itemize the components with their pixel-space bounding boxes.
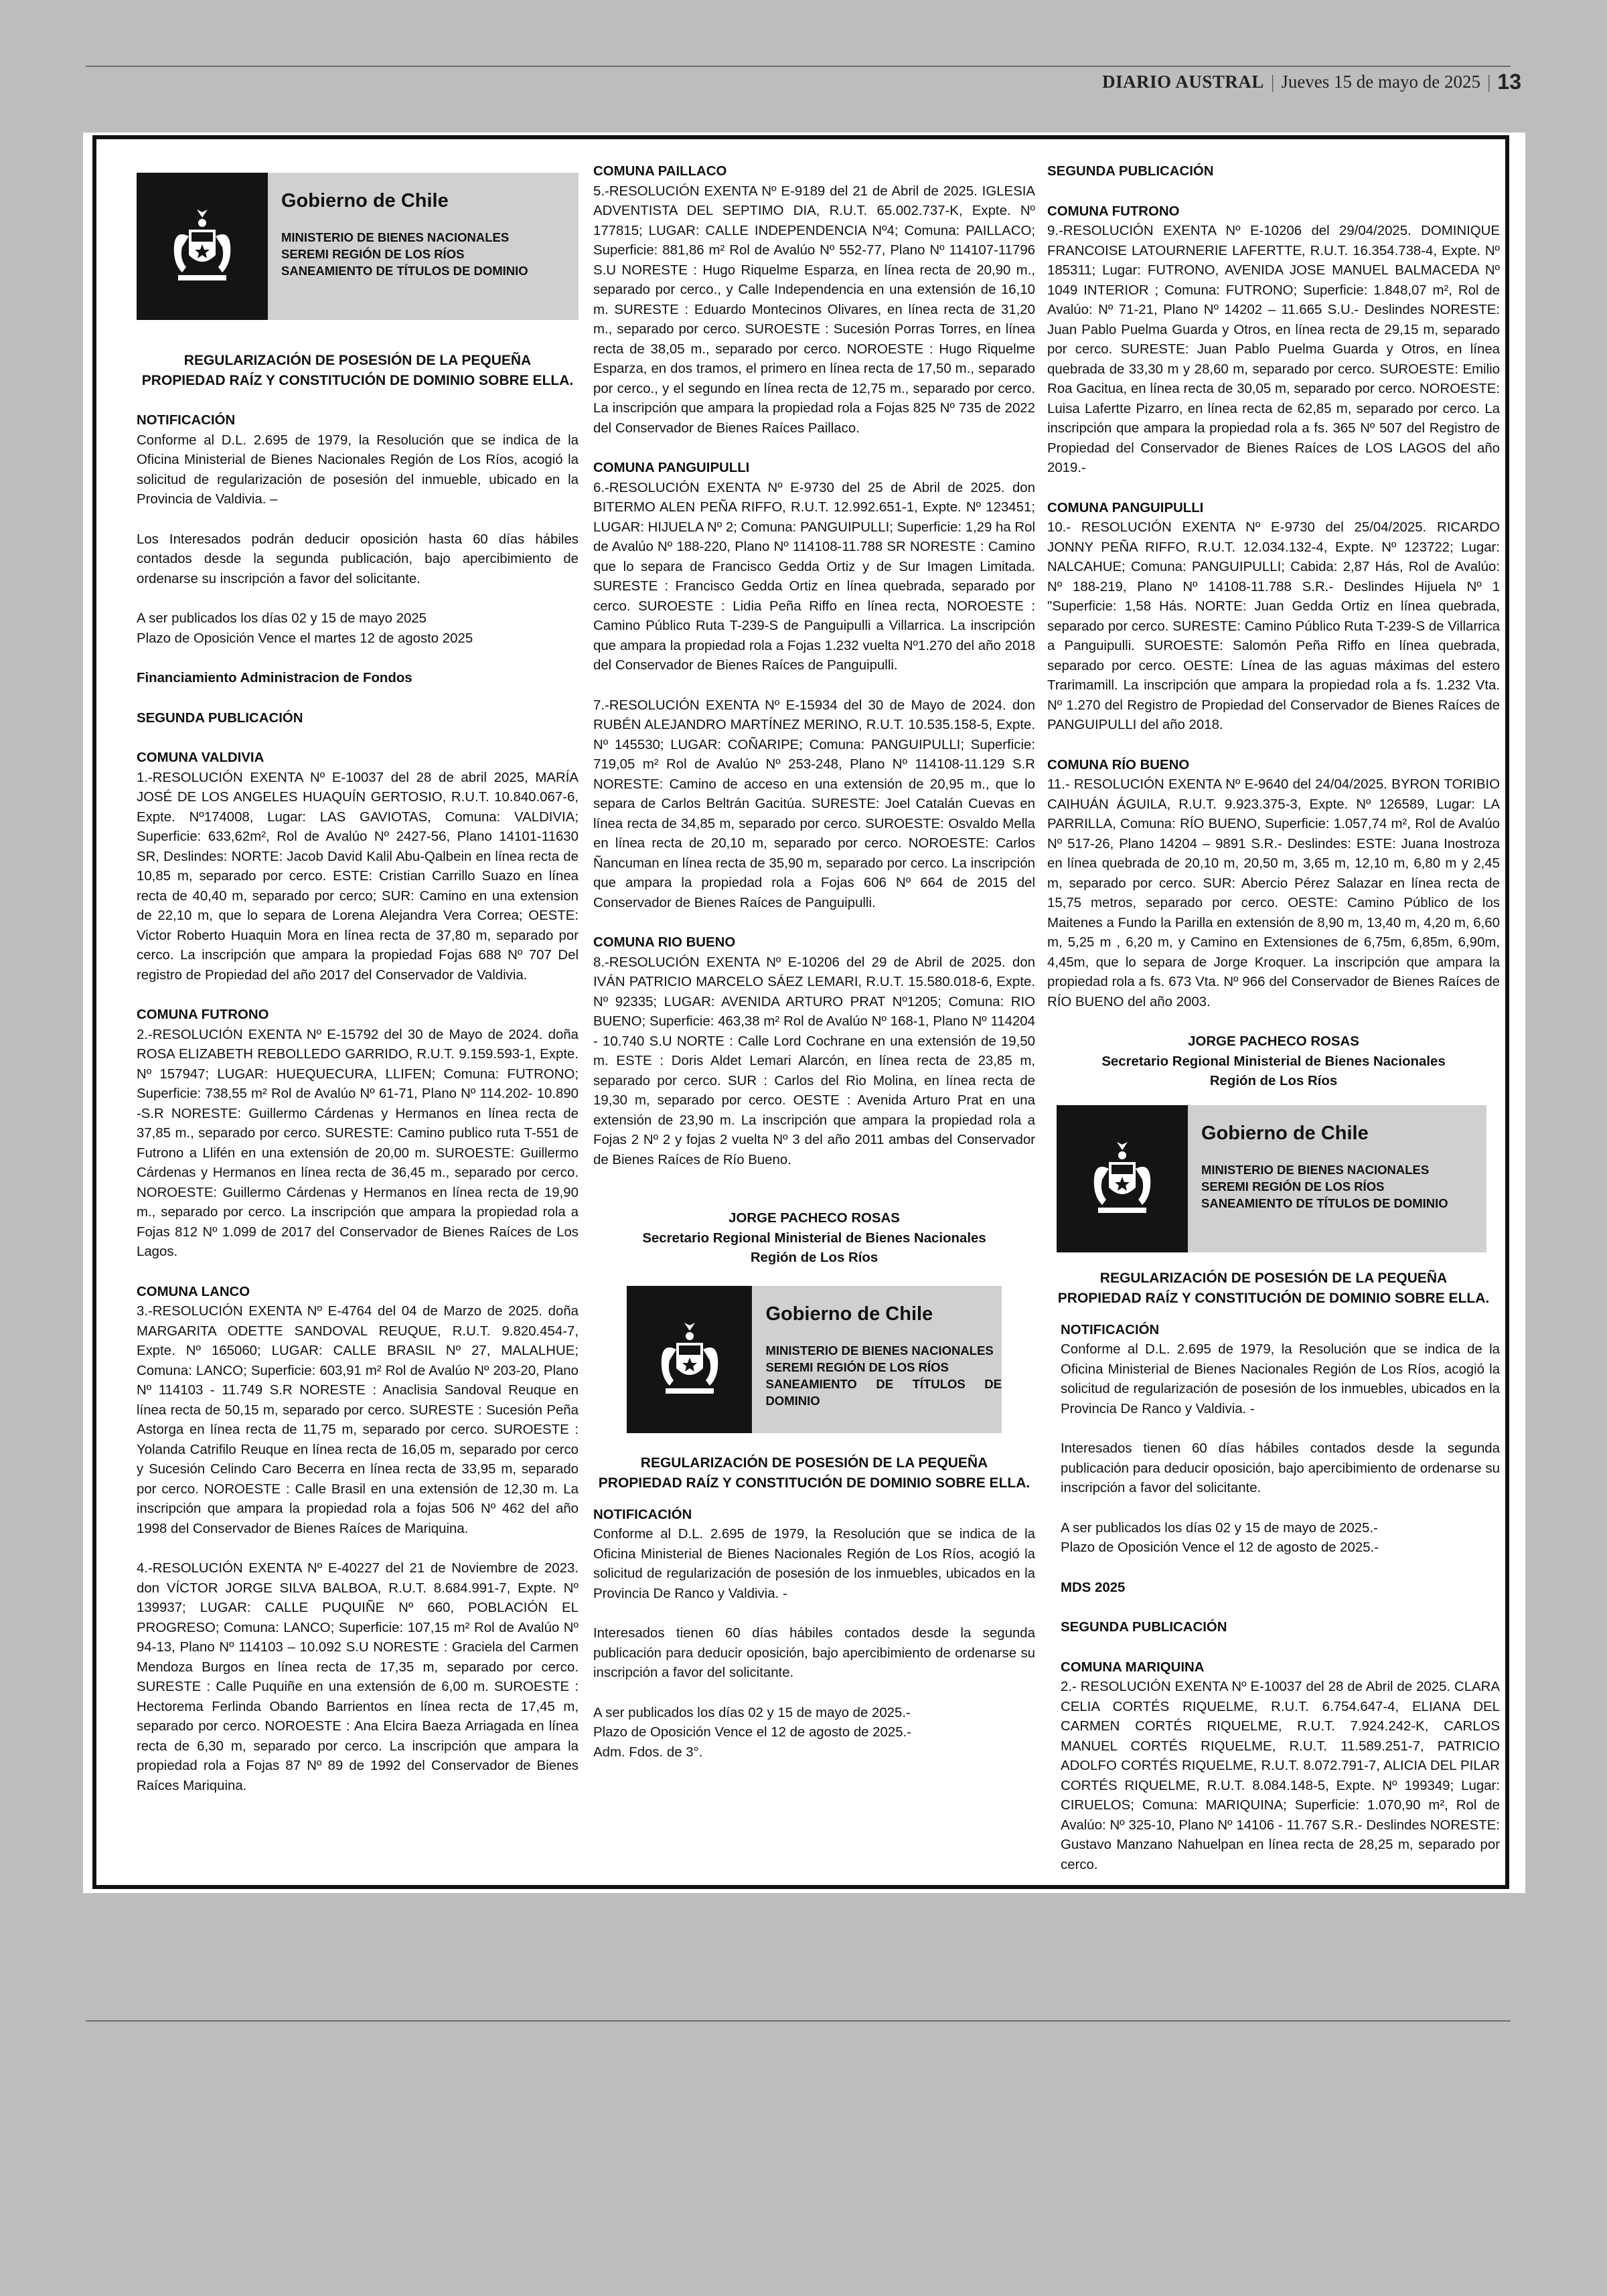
resolution-entry: 1.-RESOLUCIÓN EXENTA Nº E-10037 del 28 de abril 2025, MARÍA JOSÉ DE LOS ANGELES HUAQUÍN GERTOSIO, R.U.T. 10.840.067-6, Expte. Nº174008, Lugar: LAS GAVIOTAS, Comuna: VALDIVIA; Superficie: 633,62m², Rol de Avalúo Nº 2427-56, Plano 14101-11630 SR, Deslindes: NORTE: Jacob David Kalil Abu-Qalbein en línea recta de 10,85 m, separado por cerco. ESTE: Cristian Carrillo Suazo en línea recta de 40,40 m, separado por cerco; SUR: Camino en una extension de 22,10 m, que lo separa de Lorena Alejandra Vera Correa; OESTE: Victor Roberto Huaquin Mora en línea recta de 37,80 m, separado por cerco. La inscripción que ampara la propiedad Fojas 688 Nº 707 Del registro de Propiedad del año 2017 del Conservador de Valdivia. bbox=[137, 770, 579, 983]
column-2 bbox=[593, 162, 1035, 1762]
seremi-line: SEREMI REGIÓN DE LOS RÍOS bbox=[281, 247, 465, 261]
ministry-line: MINISTERIO DE BIENES NACIONALES bbox=[765, 1343, 994, 1358]
ministry-line: MINISTERIO DE BIENES NACIONALES bbox=[281, 230, 510, 244]
signatory-role: Secretario Regional Ministerial de Bienes Nacionales bbox=[642, 1230, 986, 1246]
signatory-region: Región de Los Ríos bbox=[750, 1250, 878, 1265]
signatory-role: Secretario Regional Ministerial de Bienes Nacionales bbox=[1101, 1054, 1446, 1069]
chile-coat-of-arms-icon bbox=[1057, 1105, 1188, 1252]
opposition-deadline: Plazo de Oposición Vence el 12 de agosto de 2025.- bbox=[1061, 1540, 1379, 1555]
issue-date: Jueves 15 de mayo de 2025 bbox=[1281, 72, 1480, 92]
notificacion-text: Conforme al D.L. 2.695 de 1979, la Resolución que se indica de la Oficina Ministerial de Bienes Nacionales Región de Los Ríos, acogió la solicitud de regularización de posesión del inmueble, ubicado en la Provincia de Valdivia. – bbox=[137, 432, 579, 507]
resolution-entry: 10.- RESOLUCIÓN EXENTA Nº E-9730 del 25/04/2025. RICARDO JONNY PEÑA RIFFO, R.U.T. 12.034.132-4, Expte. Nº 123722; Lugar: NALCAHUE; Comuna: PANGUIPULLI; Cabida: 2,87 Hás, Rol de Avalúo: Nº 188-219, Plano Nº 14108-11.788 S.R.- Deslindes Hijuela Nº 1 "Superficie: 1,58 Hás. NORTE: Juan Gedda Ortiz en línea quebrada, separado por cerco. SURESTE: Camino Público Ruta T-239-S de Villarrica a Panguipulli. SUROESTE: Salomón Peña Riffo en línea quebrada, separado por cerco. OESTE: Línea de las aguas máximas del estero Trarimamill. La inscripción que ampara la propiedad rola a fs. 1.232 Vta. Nº 1.270 del Registro de Propiedad del Conservador de Bienes Raíces de PANGUIPULLI del año 2018. bbox=[1047, 520, 1500, 732]
resolution-entry: 3.-RESOLUCIÓN EXENTA Nº E-4764 del 04 de Marzo de 2025. doña MARGARITA ODETTE SANDOVAL REUQUE, R.U.T. 9.820.454-7, Expte. Nº 165060; LUGAR: CALLE BRASIL Nº 27, MALALHUE; Comuna: LANCO; Superficie: 603,91 m² Rol de Avalúo Nº 203-20, Plano Nº 114103 - 11.749 S.R NORESTE : Anaclisia Sandoval Reuque en línea recta de 50,15 m, separado por cerco. SURESTE : Sucesión Peña Astorga en línea recta de 11,75 m, separado por cerco. SUROESTE : Yolanda Catrifilo Reuque en línea recta de 16,05 m, separado por cerco y Sucesión Celindo Caro Becerra en línea recta de 33,95 m, separado por cerco. NOROESTE : Calle Brasil en una extensión de 12,30 m. La inscripción que ampara la propiedad rola a fojas 506 Nº 462 del año 1998 del Conservador de Bienes Raíces de Mariquina. bbox=[137, 1304, 579, 1536]
opposition-deadline: Plazo de Oposición Vence el 12 de agosto de 2025.- bbox=[593, 1725, 911, 1740]
comuna-heading: COMUNA PAILLACO bbox=[593, 164, 727, 179]
publication-dates: A ser publicados los días 02 y 15 de mayo de 2025.- bbox=[1061, 1520, 1378, 1536]
mds-heading: MDS 2025 bbox=[1061, 1580, 1126, 1595]
resolution-entry: 5.-RESOLUCIÓN EXENTA Nº E-9189 del 21 de Abril de 2025. IGLESIA ADVENTISTA DEL SEPTIMO DIA, R.U.T. 65.002.737-K, Expte. Nº 177815; LUGAR: CALLE INDEPENDENCIA Nº4; Comuna: PAILLACO; Superficie: 881,86 m² Rol de Avalúo Nº 552-77, Plano Nº 114107-11796 S.U NORESTE : Hugo Riquelme Esparza, en línea recta de 20,90 m., separado por cerco., y Calle Independencia en una extensión de 16,10 m. SURESTE : Eduardo Montecinos Olivares, en línea recta de 31,20 m., separado por cerco. SUROESTE : Sucesión Porras Torres, en línea recta de 38,05 m., separado por cerco. NOROESTE : Hugo Riquelme Esparza, en dos tramos, el primero en línea recta de 17,50 m., separado por cerco., y el segundo en línea recta de 12,75 m., separado por cerco. La inscripción que ampara la propiedad rola a Fojas 825 Nº 735 de 2022 del Conservador de Bienes Raíces Paillaco. bbox=[593, 183, 1035, 436]
comuna-heading: COMUNA PANGUIPULLI bbox=[1047, 500, 1204, 515]
seremi-line: SEREMI REGIÓN DE LOS RÍOS bbox=[765, 1360, 949, 1374]
notice-title-line-1: REGULARIZACIÓN DE POSESIÓN DE LA PEQUEÑA bbox=[183, 353, 532, 368]
segunda-publicacion-heading: SEGUNDA PUBLICACIÓN bbox=[137, 710, 303, 726]
adm-note: Adm. Fdos. de 3°. bbox=[593, 1744, 703, 1760]
saneamiento-line: SANEAMIENTO DE TÍTULOS DE DOMINIO bbox=[1201, 1196, 1448, 1210]
page-folio bbox=[1102, 70, 1521, 94]
newspaper-name: DIARIO AUSTRAL bbox=[1102, 72, 1264, 92]
resolution-entry: 7.-RESOLUCIÓN EXENTA Nº E-15934 del 30 de Mayo de 2024. don RUBÉN ALEJANDRO MARTÍNEZ MERINO, R.U.T. 10.535.158-5, Expte. Nº 145530; LUGAR: COÑARIPE; Comuna: PANGUIPULLI; Superficie: 719,05 m² Rol de Avalúo Nº 253-248, Plano Nº 114108-11.129 S.R NORESTE: Camino de acceso en una extensión de 20,95 m., que lo separa de Carlos Beltrán Gacitúa. SURESTE: Joel Catalán Cuevas en línea recta de 34,85 m, separado por cerco. SUROESTE: Osvaldo Mella en línea recta de 20,10 m, separado por cerco. NOROESTE: Carlos Ñancuman en línea recta de 35,90 m, separado por cerco. La inscripción que ampara la propiedad rola a Fojas 606 Nº 664 de 2015 del Conservador de Bienes Raíces de Panguipulli. bbox=[593, 698, 1035, 910]
saneamiento-line: SANEAMIENTO DE TÍTULOS DE DOMINIO bbox=[281, 264, 528, 278]
folio-separator: | bbox=[1487, 72, 1491, 92]
notice-title-line-2: PROPIEDAD RAÍZ Y CONSTITUCIÓN DE DOMINIO SOBRE ELLA. bbox=[598, 1475, 1030, 1491]
notice-body bbox=[1047, 1321, 1500, 1876]
comuna-heading: COMUNA LANCO bbox=[137, 1284, 250, 1299]
chile-coat-of-arms-icon bbox=[137, 173, 268, 320]
comuna-heading: COMUNA FUTRONO bbox=[1047, 203, 1180, 219]
gobierno-title: Gobierno de Chile bbox=[765, 1303, 933, 1325]
folio-separator: | bbox=[1270, 72, 1275, 92]
interesados-text: Interesados tienen 60 días hábiles contados desde la segunda publicación para deducir oposición, bajo apercibimiento de ordenarse su inscripción a favor del solicitante. bbox=[1061, 1441, 1500, 1495]
gobierno-banner bbox=[1057, 1105, 1486, 1252]
gobierno-title: Gobierno de Chile bbox=[281, 190, 449, 212]
comuna-heading: COMUNA FUTRONO bbox=[137, 1007, 269, 1022]
chile-coat-of-arms-icon bbox=[627, 1286, 752, 1433]
comuna-heading: COMUNA MARIQUINA bbox=[1061, 1659, 1205, 1675]
top-rule bbox=[86, 66, 1511, 67]
notificacion-text: Conforme al D.L. 2.695 de 1979, la Resolución que se indica de la Oficina Ministerial de Bienes Nacionales Región de Los Ríos, acogió la solicitud de regularización de posesión de los inmuebles, ubicados en la Provincia De Ranco y Valdivia. - bbox=[1061, 1342, 1500, 1416]
resolution-entry: 8.-RESOLUCIÓN EXENTA Nº E-10206 del 29 de Abril de 2025. don IVÁN PATRICIO MARCELO SÁEZ LEMARI, R.U.T. 15.580.018-6, Expte. Nº 92335; LUGAR: AVENIDA ARTURO PRAT Nº1205; Comuna: RIO BUENO; Superficie: 463,38 m² Rol de Avalúo Nº 168-1, Plano Nº 114204 - 10.740 S.U NORTE : Calle Lord Cochrane en una extensión de 19,50 m. ESTE : Doris Aldet Lemari Alarcón, en línea recta de 23,85 m, separado por cerco. SUR : Carlos del Rio Molina, en línea recta de 19,30 m, separado por cerco. OESTE : Avenida Arturo Prat en una extensión de 23,90 m. La inscripción que ampara la propiedad rola a Fojas 2 Nº 2 y fojas 2 vuelta Nº 3 del año 2011 ambas del Conservador de Bienes Raíces de Río Bueno. bbox=[593, 955, 1035, 1167]
financing-note: Financiamiento Administracion de Fondos bbox=[137, 671, 412, 685]
resolution-entry: 2.- RESOLUCIÓN EXENTA Nº E-10037 del 28 de Abril de 2025. CLARA CELIA CORTÉS RIQUELME, R.U.T. 6.754.647-4, ELIANA DEL CARMEN CORTÉS RIQUELME, R.U.T. 7.924.242-K, CARLOS MANUEL CORTÉS RIQUELME, R.U.T. 11.589.251-7, PATRICIO ADOLFO CORTÉS RIQUELME, R.U.T. 8.072.791-7, ALICIA DEL PILAR CORTÉS RIQUELME, R.U.T. 8.084.148-5, Expte. Nº 199349; Lugar: CIRUELOS; Comuna: MARIQUINA; Superficie: 1.070,90 m², Rol de Avalúo: Nº 325-10, Plano Nº 14106 - 11.767 S.R.- Deslindes NORESTE: Gustavo Manzano Nahuelpan en línea recta de 28,25 m, separado por cerco. bbox=[1061, 1679, 1500, 1872]
notice-title-line-2: PROPIEDAD RAÍZ Y CONSTITUCIÓN DE DOMINIO SOBRE ELLA. bbox=[141, 373, 574, 388]
notice-title-line-1: REGULARIZACIÓN DE POSESIÓN DE LA PEQUEÑA bbox=[640, 1455, 988, 1471]
segunda-publicacion-heading: SEGUNDA PUBLICACIÓN bbox=[1047, 164, 1214, 179]
opposition-deadline: Plazo de Oposición Vence el martes 12 de agosto 2025 bbox=[137, 631, 473, 646]
gobierno-title: Gobierno de Chile bbox=[1201, 1122, 1369, 1144]
ministry-line: MINISTERIO DE BIENES NACIONALES bbox=[1201, 1162, 1430, 1177]
saneamiento-line: SANEAMIENTO DE TÍTULOS DE DOMINIO bbox=[765, 1376, 1002, 1408]
resolution-entry: 6.-RESOLUCIÓN EXENTA Nº E-9730 del 25 de Abril de 2025. don BITERMO ALEN PEÑA RIFFO, R.U.T. 12.992.651-1, Expte. Nº 123451; LUGAR: HIJUELA Nº 2; Comuna: PANGUIPULLI; Superficie: 1,29 ha Rol de Avalúo Nº 188-220, Plano Nº 114108-11.788 SR NORESTE : Camino que lo separa de Francisco Gedda Ortiz y de Sur Imagen Limitada. SURESTE : Francisco Gedda Ortiz en línea quebrada, separado por cerco. SUROESTE : Lidia Peña Riffo en línea recta, NOROESTE : Camino Público Ruta T-239-S de Panguipulli a Villarrica. La inscripción que ampara la propiedad rola a Fojas 1.232 vuelta Nº1.270 del año 2018 del Conservador de Bienes Raíces de Panguipulli. bbox=[593, 480, 1035, 673]
bottom-rule bbox=[86, 2020, 1511, 2022]
gobierno-banner bbox=[137, 173, 579, 320]
notice-sheet bbox=[83, 133, 1525, 1893]
column-1 bbox=[137, 162, 579, 1796]
resolution-entry: 2.-RESOLUCIÓN EXENTA Nº E-15792 del 30 de Mayo de 2024. doña ROSA ELIZABETH REBOLLEDO GARRIDO, R.U.T. 9.159.593-1, Expte. Nº 157947; LUGAR: HUEQUECURA, LLIFEN; Comuna: FUTRONO; Superficie: 738,55 m² Rol de Avalúo Nº 61-71, Plano Nº 114.202- 10.890 -S.R NORESTE: Guillermo Cárdenas y Hermanos en línea recta de 37,85 m., separado por cerco. SURESTE: Camino publico ruta T-551 de Futrono a Llifén en una extensión de 20,00 m. SUROESTE: Guillermo Cárdenas y Hermanos en línea recta de 36,45 m., separado por cerco. NOROESTE: Guillermo Cárdenas y Hermanos en línea recta de 19,90 m., separado por cerco. La inscripción que ampara la propiedad rola a Fojas 812 Nº 1.099 de 2017 del Conservador de Bienes Raíces de Los Lagos. bbox=[137, 1027, 579, 1259]
interesados-text: Interesados tienen 60 días hábiles contados desde la segunda publicación para deducir oposición, bajo apercibimiento de ordenarse su inscripción a favor del solicitante. bbox=[593, 1626, 1035, 1680]
signatory-name: JORGE PACHECO ROSAS bbox=[1188, 1034, 1359, 1049]
publication-dates: A ser publicados los días 02 y 15 de mayo 2025 bbox=[137, 611, 427, 626]
comuna-heading: COMUNA VALDIVIA bbox=[137, 750, 264, 765]
column-3 bbox=[1047, 162, 1500, 1875]
notice-title-line-1: REGULARIZACIÓN DE POSESIÓN DE LA PEQUEÑA bbox=[1099, 1270, 1448, 1286]
notice-title-line-2: PROPIEDAD RAÍZ Y CONSTITUCIÓN DE DOMINIO SOBRE ELLA. bbox=[1057, 1290, 1490, 1306]
page-number: 13 bbox=[1497, 70, 1521, 94]
resolution-entry: 4.-RESOLUCIÓN EXENTA Nº E-40227 del 21 de Noviembre de 2023. don VÍCTOR JORGE SILVA BALBOA, R.U.T. 8.684.991-7, Expte. Nº 139937; LUGAR: CALLE PUQUIÑE Nº 660, POBLACIÓN EL PROGRESO; Comuna: LANCO; Superficie: 107,15 m² Rol de Avalúo Nº 94-13, Plano Nº 114103 – 10.092 S.U NORESTE : Graciela del Carmen Mendoza Burgos en línea recta de 17,35 m, separado por cerco. SURESTE : Calle Puquiñe en una extensión de 6,00 m. SUROESTE : Hectorema Ferlinda Obando Barrientos en línea recta de 17,45 m, separado por cerco. NOROESTE : Ana Elcira Baeza Arriagada en línea recta de 6,30 m, separado por cerco. La inscripción que ampara la propiedad rola a Fojas 87 Nº 89 de 1992 del Conservador de Bienes Raíces Mariquina. bbox=[137, 1561, 579, 1793]
signatory-name: JORGE PACHECO ROSAS bbox=[729, 1211, 900, 1226]
notificacion-heading: NOTIFICACIÓN bbox=[137, 413, 236, 428]
notificacion-heading: NOTIFICACIÓN bbox=[593, 1507, 692, 1522]
comuna-heading: COMUNA RIO BUENO bbox=[593, 935, 736, 950]
publication-dates: A ser publicados los días 02 y 15 de mayo de 2025.- bbox=[593, 1705, 911, 1720]
signatory-region: Región de Los Ríos bbox=[1209, 1074, 1338, 1088]
resolution-entry: 11.- RESOLUCIÓN EXENTA Nº E-9640 del 24/04/2025. BYRON TORIBIO CAIHUÁN ÁGUILA, R.U.T. 9.923.375-3, Expte. Nº 126589, Lugar: LA PARRILLA, Comuna: RÍO BUENO, Superficie: 1.057,74 m², Rol de Avalúo Nº 517-26, Plano 14204 – 9891 S.R.- Deslindes: ESTE: Juana Inostroza en línea quebrada de 20,10 m, 20,50 m, 3,65 m, 12,10 m, 6,80 m y 2,45 m, separado por cerco. SUR: Abercio Pérez Salazar en línea recta de 15,75 metros, separado por cerco. OESTE: Camino Público de los Maitenes a Fundo la Parilla en extensión de 8,90 m, 13,40 m, 4,20 m, 6,60 m, 5,25 m , 6,20 m, y Camino en Extensiones de 6,75m, 6,85m, 6,90m, 4,45m, que lo separa de Jorge Kroquer. La inscripción que ampara la propiedad rola a fs. 673 Vta. Nº 966 del Conservador de Bienes Raíces de RÍO BUENO del año 2003. bbox=[1047, 777, 1500, 1009]
comuna-heading: COMUNA PANGUIPULLI bbox=[593, 461, 750, 475]
interesados-text: Los Interesados podrán deducir oposición hasta 60 días hábiles contados desde la segunda publicación, bajo apercibimiento de ordenarse su inscripción a favor del solicitante. bbox=[137, 531, 579, 586]
notificacion-text: Conforme al D.L. 2.695 de 1979, la Resolución que se indica de la Oficina Ministerial de Bienes Nacionales Región de Los Ríos, acogió la solicitud de regularización de posesión de los inmuebles, ubicados en la Provincia De Ranco y Valdivia. - bbox=[593, 1527, 1035, 1601]
seremi-line: SEREMI REGIÓN DE LOS RÍOS bbox=[1201, 1179, 1385, 1194]
gobierno-banner bbox=[627, 1286, 1002, 1433]
notificacion-heading: NOTIFICACIÓN bbox=[1061, 1322, 1160, 1337]
segunda-publicacion-heading: SEGUNDA PUBLICACIÓN bbox=[1061, 1620, 1227, 1635]
comuna-heading: COMUNA RÍO BUENO bbox=[1047, 757, 1190, 772]
resolution-entry: 9.-RESOLUCIÓN EXENTA Nº E-10206 del 29/04/2025. DOMINIQUE FRANCOISE LATOURNERIE LAFERTTE, R.U.T. 16.354.738-4, Expte. Nº 185311; Lugar: FUTRONO, AVENIDA JOSE MANUEL BALMACEDA Nº 1049 INTERIOR ; Comuna: FUTRONO; Superficie: 1.848,07 m², Rol de Avalúo: Nº 71-21, Plano Nº 14202 – 11.665 S.U.- Deslindes NORESTE: Juan Pablo Puelma Guarda y Otros, en línea recta de 29,15 m, separado por cerco. SURESTE: Juan Pablo Puelma Guarda y Otros, en línea quebrada de 33,30 m y 28,60 m, separado por cerco. SUROESTE: Emilio Roa Gacitua, en línea recta de 30,05 m, separado por cerco. NOROESTE: Luisa Lafertte Pizarro, en línea recta de 62,85 m, separado por cerco. La inscripción que ampara la propiedad rola a fs. 365 Nº 507 del Registro de Propiedad del Conservador de Bienes Raíces de LOS LAGOS del año 2019.- bbox=[1047, 224, 1500, 475]
